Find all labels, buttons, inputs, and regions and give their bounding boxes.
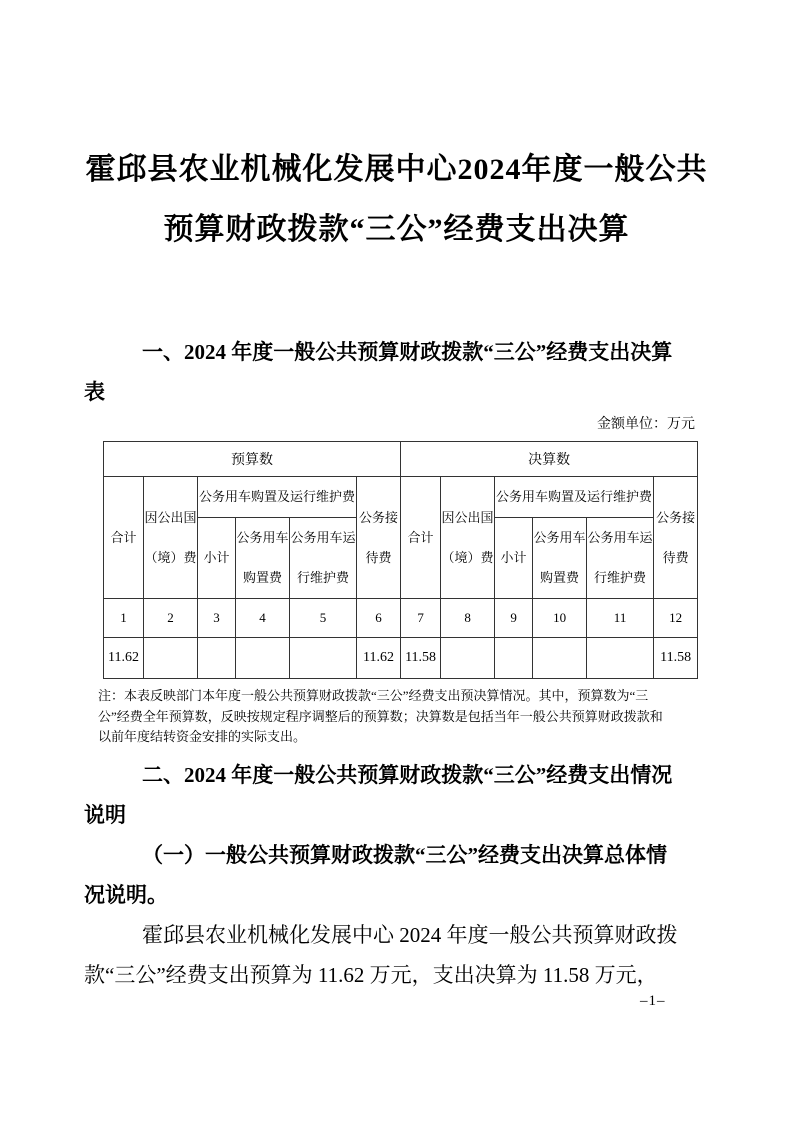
body-paragraph-line-2: 款“三公”经费支出预算为 11.62 万元，支出决算为 11.58 万元， [84, 962, 658, 987]
column-number-cell: 12 [654, 599, 698, 638]
value-cell-total-budget: 11.62 [104, 638, 144, 679]
subsection1-heading [84, 835, 709, 915]
table-footnote-line-2: 公”经费全年预算数，反映按规定程序调整后的预算数；决算数是包括当年一般公共预算财政拨款和 [98, 708, 663, 724]
body-paragraph-line-1: 霍邱县农业机械化发展中心 2024 年度一般公共预算财政拨 [142, 922, 678, 947]
section1-heading-line-1: 一、2024 年度一般公共预算财政拨款“三公”经费支出决算 [142, 340, 673, 364]
value-row [104, 638, 698, 679]
column-number-cell: 8 [441, 599, 495, 638]
group-header-budget: 预算数 [104, 442, 401, 477]
col-header-abroad-final: 因公出国（境）费 [441, 477, 495, 599]
column-number-cell: 10 [533, 599, 587, 638]
value-cell-reception-final: 11.58 [654, 638, 698, 679]
column-number-cell: 5 [290, 599, 357, 638]
value-cell-subtotal-final [495, 638, 533, 679]
column-number-cell: 7 [401, 599, 441, 638]
document-title-line-2: 预算财政拨款“三公”经费支出决算 [163, 213, 630, 246]
column-number-cell: 3 [198, 599, 236, 638]
col-header-total-final: 合计 [401, 477, 441, 599]
section2-heading [84, 755, 709, 835]
col-header-purchase-final: 公务用车购置费 [533, 518, 587, 599]
value-cell-total-final: 11.58 [401, 638, 441, 679]
section2-heading-line-1: 二、2024 年度一般公共预算财政拨款“三公”经费支出情况 [142, 762, 673, 787]
value-cell-purchase-budget [236, 638, 290, 679]
table-group-header-row [104, 442, 698, 477]
col-header-total-budget: 合计 [104, 477, 144, 599]
table-footnote [98, 686, 704, 748]
subsection1-heading-line-2: 况说明。 [84, 882, 168, 907]
col-header-abroad-budget: 因公出国（境）费 [144, 477, 198, 599]
col-header-purchase-budget: 公务用车购置费 [236, 518, 290, 599]
column-number-row [104, 599, 698, 638]
column-number-cell: 2 [144, 599, 198, 638]
document-title-line-1: 霍邱县农业机械化发展中心2024年度一般公共 [85, 153, 708, 186]
col-header-reception-final: 公务接待费 [654, 477, 698, 599]
column-number-cell: 6 [357, 599, 401, 638]
document-title [84, 140, 709, 260]
column-number-cell: 9 [495, 599, 533, 638]
subsection1-heading-line-1: （一）一般公共预算财政拨款“三公”经费支出决算总体情 [142, 842, 667, 867]
col-header-reception-budget: 公务接待费 [357, 477, 401, 599]
value-cell-purchase-final [533, 638, 587, 679]
column-number-cell: 4 [236, 599, 290, 638]
value-cell-subtotal-budget [198, 638, 236, 679]
col-header-subtotal-final: 小计 [495, 518, 533, 599]
group-header-final: 决算数 [401, 442, 698, 477]
table-footnote-line-3: 以前年度结转资金安排的实际支出。 [98, 729, 307, 744]
value-cell-abroad-budget [144, 638, 198, 679]
value-cell-maintenance-final [587, 638, 654, 679]
page-number: –1– [640, 993, 666, 1009]
table-footnote-line-1: 注：本表反映部门本年度一般公共预算财政拨款“三公”经费支出预决算情况。其中，预算数为“三 [98, 688, 649, 703]
table-header-row-upper [104, 477, 698, 518]
section2-heading-line-2: 说明 [84, 802, 126, 827]
column-number-cell: 11 [587, 599, 654, 638]
col-header-car-group-budget: 公务用车购置及运行维护费 [198, 477, 357, 518]
section1-heading-line-2: 表 [84, 380, 105, 404]
three-public-expense-table [103, 441, 698, 679]
value-cell-maintenance-budget [290, 638, 357, 679]
col-header-maintenance-final: 公务用车运行维护费 [587, 518, 654, 599]
value-cell-abroad-final [441, 638, 495, 679]
column-number-cell: 1 [104, 599, 144, 638]
col-header-maintenance-budget: 公务用车运行维护费 [290, 518, 357, 599]
col-header-subtotal-budget: 小计 [198, 518, 236, 599]
section1-heading [84, 332, 709, 412]
value-cell-reception-budget: 11.62 [357, 638, 401, 679]
amount-unit-label: 金额单位：万元 [597, 417, 695, 432]
col-header-car-group-final: 公务用车购置及运行维护费 [495, 477, 654, 518]
body-paragraph [84, 915, 709, 995]
